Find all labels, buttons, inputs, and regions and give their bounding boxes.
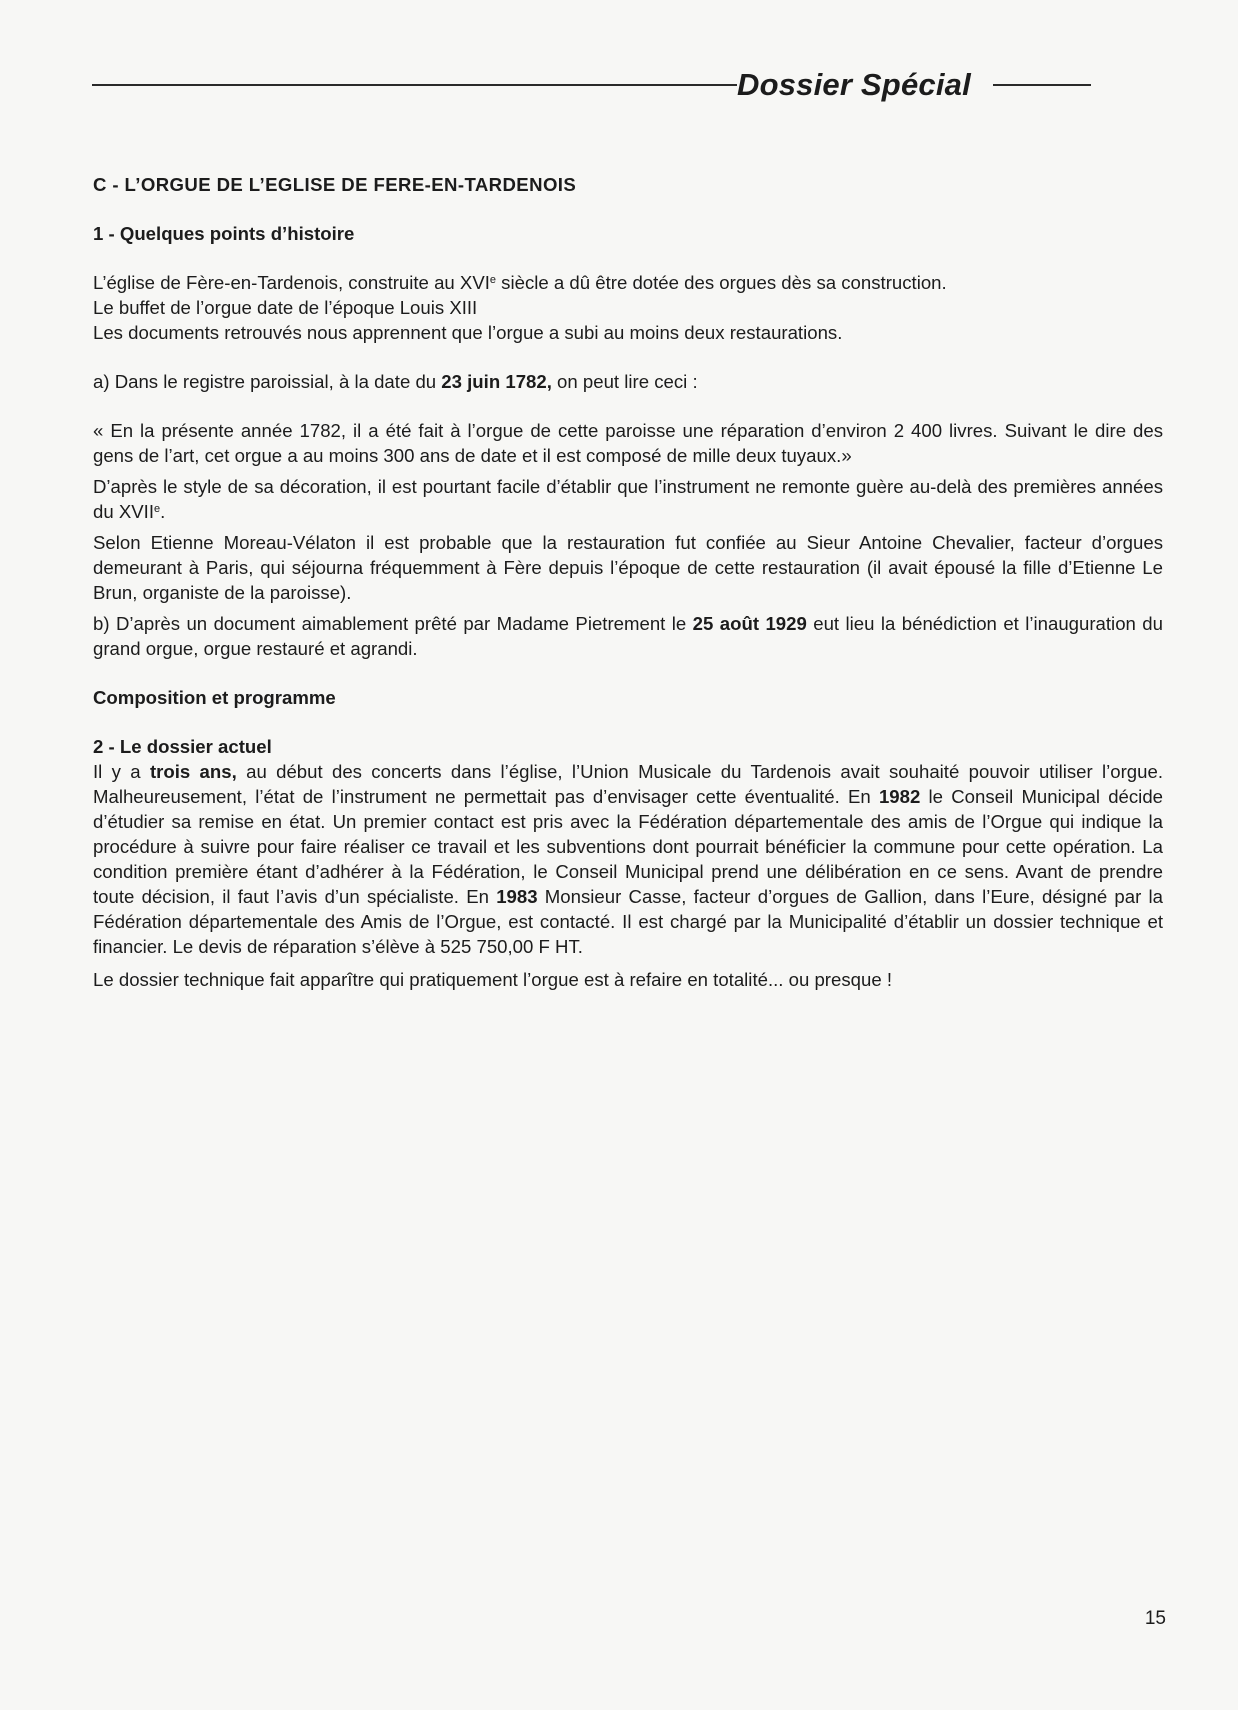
intro-line-2: Le buffet de l’orgue date de l’époque Louis XIII xyxy=(93,297,478,318)
article-body xyxy=(93,172,1163,992)
paragraph-b: b) D’après un document aimablement prêté par Madame Pietrement le 25 août 1929 eut lieu la bénédiction et l’inauguration du grand orgue, orgue restauré et agrandi. xyxy=(93,613,1163,659)
dossier-paragraph: Il y a trois ans, au début des concerts dans l’église, l’Union Musicale du Tardenois avait souhaité pouvoir utiliser l’orgue. Malheureusement, l’état de l’instrument ne permettait pas d’envisager cette éventualité. En 1982 le Conseil Municipal décide d’étudier sa remise en état. Un premier contact est pris avec la Fédération départementale des amis de l’Orgue qui indique la procédure à suivre pour faire réaliser ce travail et les subventions dont pourrait bénéficier la commune pour cette opération. La condition première étant d’adhérer à la Fédération, le Conseil Municipal prend une délibération en ce sens. Avant de prendre toute décision, il faut l’avis d’un spécialiste. En 1983 Monsieur Casse, facteur d’orgues de Gallion, dans l’Eure, désigné par la Fédération départementale des Amis de l’Orgue, est contacté. Il est chargé par la Municipalité d’établir un dossier technique et financier. Le devis de réparation s’élève à 525 750,00 F HT. xyxy=(93,761,1164,957)
date-1929: 25 août 1929 xyxy=(692,613,807,634)
date-1782: 23 juin 1782, xyxy=(441,371,552,392)
moreau-paragraph: Selon Etienne Moreau-Vélaton il est probable que la restauration fut confiée au Sieur Antoine Chevalier, facteur d’orgues demeurant à Paris, qui séjourna fréquemment à Fère depuis l’époque de cette restauration (il avait épousé la fille d’Etienne Le Brun, organiste de la paroisse). xyxy=(93,532,1163,603)
style-paragraph: D’après le style de sa décoration, il est pourtant facile d’établir que l’instrument ne remonte guère au-delà des premières années du XVIIe. xyxy=(93,476,1163,522)
section2-heading: 2 - Le dossier actuel xyxy=(93,736,272,757)
header-rule-right xyxy=(993,84,1091,86)
intro-line-3: Les documents retrouvés nous apprennent que l’orgue a subi au moins deux restaurations. xyxy=(93,322,843,343)
intro-line-1: L’église de Fère-en-Tardenois, construite au XVIe siècle a dû être dotée des orgues dès sa construction. xyxy=(93,272,947,293)
page-number: 15 xyxy=(1144,1608,1166,1629)
section-label: Dossier Spécial xyxy=(737,67,971,102)
composition-heading: Composition et programme xyxy=(93,687,336,708)
intro-block xyxy=(93,270,1163,345)
header-rule-left xyxy=(92,84,737,86)
conclusion-paragraph: Le dossier technique fait apparître qui pratiquement l’orgue est à refaire en totalité... ou presque ! xyxy=(93,969,892,990)
page-header xyxy=(92,62,1162,108)
article-title: C - L’ORGUE DE L’EGLISE DE FERE-EN-TARDENOIS xyxy=(93,174,577,195)
paragraph-a: a) Dans le registre paroissial, à la date du 23 juin 1782, on peut lire ceci : xyxy=(93,371,698,392)
quote-paragraph: « En la présente année 1782, il a été fait à l’orgue de cette paroisse une réparation d’environ 2 400 livres. Suivant le dire des gens de l’art, cet orgue a au moins 300 ans de date et il est composé de mille deux tuyaux.» xyxy=(93,420,1163,466)
section1-heading: 1 - Quelques points d’histoire xyxy=(93,223,355,244)
